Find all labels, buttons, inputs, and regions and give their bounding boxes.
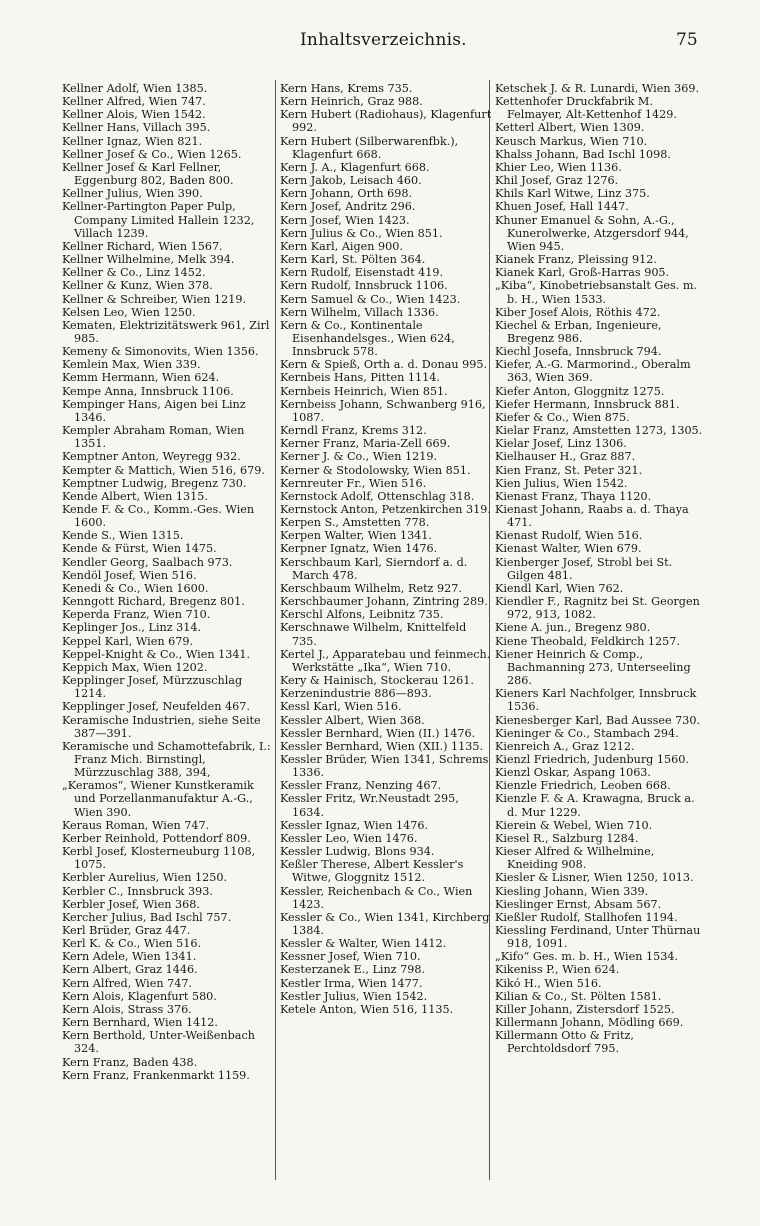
index-entry: Kepplinger Josef, Mürzzuschlag 1214. <box>62 674 243 701</box>
index-entry: Kerbl Josef, Klosterneuburg 1108, 1075. <box>62 845 256 872</box>
index-entry: Kern Hubert (Radiohaus), Klagenfurt 992. <box>280 108 492 135</box>
index-entry: Kernbeis Heinrich, Wien 851. <box>280 384 448 398</box>
index-entry: Kellner & Co., Linz 1452. <box>62 266 206 280</box>
index-entry: Kern Franz, Frankenmarkt 1159. <box>62 1068 250 1082</box>
index-entry: Kielhauser H., Graz 887. <box>495 450 636 464</box>
index-entry: Kemm Hermann, Wien 624. <box>62 371 220 385</box>
index-entry: Kern Julius & Co., Wien 851. <box>280 226 443 240</box>
index-entry: Kiechel & Erban, Ingenieure, Bregenz 986. <box>495 318 662 345</box>
index-entry: Kende & Fürst, Wien 1475. <box>62 542 217 556</box>
index-entry: Kern & Co., Kontinentale Eisenhandelsges., Wien 624, Innsbruck 578. <box>280 318 455 359</box>
index-entry: Keppel Karl, Wien 679. <box>62 634 193 648</box>
index-entry: Kerndl Franz, Krems 312. <box>280 424 427 438</box>
index-entry: Kernstock Adolf, Ottenschlag 318. <box>280 489 475 503</box>
index-entry: Kiber Josef Alois, Röthis 472. <box>495 305 661 319</box>
index-entry: Kempler Abraham Roman, Wien 1351. <box>62 424 245 451</box>
index-entry: Kerpen S., Amstetten 778. <box>280 516 430 530</box>
index-entry: Kiendl Karl, Wien 762. <box>495 581 624 595</box>
index-entry: Kessler Franz, Nenzing 467. <box>280 779 442 793</box>
index-entry: Kieslinger Ernst, Absam 567. <box>495 897 662 911</box>
index-entry: Kerzenindustrie 886—893. <box>280 687 432 701</box>
index-entry: Kerber Reinhold, Pottendorf 809. <box>62 831 251 845</box>
index-entry: Kery & Hainisch, Stockerau 1261. <box>280 674 474 688</box>
index-entry: Keppel-Knight & Co., Wien 1341. <box>62 647 251 661</box>
index-entry: Kellner & Kunz, Wien 378. <box>62 279 213 293</box>
index-entry: Kern J. A., Klagenfurt 668. <box>280 160 430 174</box>
index-entry: Kern & Spieß, Orth a. d. Donau 995. <box>280 358 487 372</box>
index-entry: Kern Johann, Orth 698. <box>280 187 413 201</box>
index-entry: Kematen, Elektrizitätswerk 961, Zirl 985. <box>62 318 270 345</box>
index-entry: Killermann Otto & Fritz, Perchtoldsdorf 795. <box>495 1029 634 1056</box>
index-entry: Kern Albert, Graz 1446. <box>62 963 198 977</box>
index-entry: „Kifo“ Ges. m. b. H., Wien 1534. <box>495 950 679 964</box>
index-entry: Kern Samuel & Co., Wien 1423. <box>280 292 461 306</box>
page-number: 75 <box>676 30 698 50</box>
index-entry: Keplinger Jos., Linz 314. <box>62 621 202 635</box>
index-entry: Kern Wilhelm, Villach 1336. <box>280 305 439 319</box>
index-entry: Kesterzanek E., Linz 798. <box>280 963 426 977</box>
index-entry: Kilian & Co., St. Pölten 1581. <box>495 989 662 1003</box>
index-entry: Kiene A. jun., Bregenz 980. <box>495 621 651 635</box>
index-entry: Keramische Industrien, siehe Seite 387—391. <box>62 713 261 740</box>
index-entry: Kemeny & Simonovits, Wien 1356. <box>62 345 259 359</box>
index-entry: Ketterl Albert, Wien 1309. <box>495 121 645 135</box>
index-entry: Kern Hubert (Silberwarenfbk.), Klagenfurt 668. <box>280 134 459 161</box>
index-entry: Kiefer Hermann, Innsbruck 881. <box>495 397 680 411</box>
index-entry: Kienast Rudolf, Wien 516. <box>495 529 643 543</box>
index-entry: Kern Karl, Aigen 900. <box>280 239 403 253</box>
index-entry: Kern Karl, St. Pölten 364. <box>280 253 426 267</box>
index-entry: Kern Adele, Wien 1341. <box>62 950 197 964</box>
index-entry: Kellner Alfred, Wien 747. <box>62 95 206 109</box>
index-entry: Kern Josef, Andritz 296. <box>280 200 416 214</box>
index-entry: Kende S., Wien 1315. <box>62 529 184 543</box>
index-entry: „Keramos“, Wiener Kunstkeramik und Porzellanmanufaktur A.-G., Wien 390. <box>62 779 254 819</box>
index-entry: Kien Julius, Wien 1542. <box>495 476 628 490</box>
index-entry: Kieser Alfred & Wilhelmine, Kneiding 908. <box>495 845 655 872</box>
index-entry: Kessler Bernhard, Wien (XII.) 1135. <box>280 739 484 753</box>
index-entry: Khuen Josef, Hall 1447. <box>495 200 629 214</box>
index-entry: Kiessling Ferdinand, Unter Thürnau 918, 1091. <box>495 924 701 951</box>
index-entry: Kessler Albert, Wien 368. <box>280 713 425 727</box>
index-entry: Kielar Franz, Amstetten 1273, 1305. <box>495 424 703 438</box>
index-entry: Kerbler C., Innsbruck 393. <box>62 884 213 898</box>
index-entry: Kern Heinrich, Graz 988. <box>280 95 423 109</box>
index-entry: Kern Berthold, Unter-Weißenbach 324. <box>62 1029 255 1056</box>
index-entry: Kikó H., Wien 516. <box>495 976 602 990</box>
index-entry: Kienzle Friedrich, Leoben 668. <box>495 779 671 793</box>
index-entry: Kianek Karl, Groß-Harras 905. <box>495 266 670 280</box>
index-entry: Kellner Ignaz, Wien 821. <box>62 134 203 148</box>
index-entry: Khier Leo, Wien 1136. <box>495 160 622 174</box>
index-entry: Kikeniss P., Wien 624. <box>495 963 620 977</box>
index-entry: Kerschbaum Wilhelm, Retz 927. <box>280 581 462 595</box>
index-entry: Kepplinger Josef, Neufelden 467. <box>62 700 250 714</box>
index-entry: Kierein & Webel, Wien 710. <box>495 818 653 832</box>
index-entry: Kienberger Josef, Strobl bei St. Gilgen 481. <box>495 555 673 582</box>
index-entry: Kerl K. & Co., Wien 516. <box>62 937 202 951</box>
index-entry: Kelsen Leo, Wien 1250. <box>62 305 196 319</box>
index-entry: „Kiba“, Kinobetriebsanstalt Ges. m. b. H., Wien 1533. <box>495 279 697 306</box>
index-entry: Kerpen Walter, Wien 1341. <box>280 529 432 543</box>
page-header <box>0 30 760 54</box>
index-entry: Kessler Bernhard, Wien (II.) 1476. <box>280 726 476 740</box>
index-entry: Kende F. & Co., Komm.-Ges. Wien 1600. <box>62 503 255 530</box>
index-entry: Kellner Richard, Wien 1567. <box>62 239 223 253</box>
index-entry: Kiefer & Co., Wien 875. <box>495 410 630 424</box>
index-entry: Kerbler Josef, Wien 368. <box>62 897 200 911</box>
index-entry: Kessler & Co., Wien 1341, Kirchberg 1384. <box>280 910 490 937</box>
index-entry: Kießler Rudolf, Stallhofen 1194. <box>495 910 678 924</box>
index-entry: Kerbler Aurelius, Wien 1250. <box>62 871 228 885</box>
index-entry: Kernbeis Hans, Pitten 1114. <box>280 371 440 385</box>
index-entry: Kiefer, A.-G. Marmorind., Oberalm 363, Wien 369. <box>495 358 691 385</box>
index-entry: Kemptner Ludwig, Bregenz 730. <box>62 476 247 490</box>
index-entry: Kern Jakob, Leisach 460. <box>280 174 422 188</box>
index-entry: Kien Franz, St. Peter 321. <box>495 463 643 477</box>
index-entry: Kessler Ludwig, Blons 934. <box>280 845 435 859</box>
index-entry: Kertel J., Apparatebau und feinmech. Werkstätte „Ika“, Wien 710. <box>280 647 491 674</box>
index-entry: Kempinger Hans, Aigen bei Linz 1346. <box>62 397 246 424</box>
index-entry: Kemptner Anton, Weyregg 932. <box>62 450 241 464</box>
index-entry: Kienzl Oskar, Aspang 1063. <box>495 766 651 780</box>
index-entry: Ketschek J. & R. Lunardi, Wien 369. <box>495 82 700 95</box>
index-entry: Kienreich A., Graz 1212. <box>495 739 635 753</box>
index-entry: Kieninger & Co., Stambach 294. <box>495 726 679 740</box>
index-entry: Kern Franz, Baden 438. <box>62 1055 198 1069</box>
index-entry: Khuner Emanuel & Sohn, A.-G., Kunerolwerke, Atzgersdorf 944, Wien 945. <box>495 213 689 253</box>
index-entry: Keramische und Schamottefabrik, I.: Franz Mich. Birnstingl, Mürzzuschlag 388, 394, <box>62 739 271 780</box>
index-entry: Kienzl Friedrich, Judenburg 1560. <box>495 752 689 766</box>
index-entry: Kerschl Alfons, Leibnitz 735. <box>280 608 444 622</box>
index-entry: Kiechl Josefa, Innsbruck 794. <box>495 345 662 359</box>
index-entry: Kerschnawe Wilhelm, Knittelfeld 735. <box>280 621 467 648</box>
index-entry: Kessler Leo, Wien 1476. <box>280 831 418 845</box>
index-entry: Kessler Brüder, Wien 1341, Schrems 1336. <box>280 752 489 780</box>
index-entry: Khils Karl Witwe, Linz 375. <box>495 187 650 201</box>
index-column-3 <box>495 82 707 1056</box>
index-entry: Kestler Julius, Wien 1542. <box>280 989 428 1003</box>
index-entry: Kestler Irma, Wien 1477. <box>280 976 423 990</box>
index-entry: Kiene Theobald, Feldkirch 1257. <box>495 634 680 648</box>
index-entry: Kernbeiss Johann, Schwanberg 916, 1087. <box>280 397 486 424</box>
index-entry: Kern Josef, Wien 1423. <box>280 213 410 227</box>
index-entry: Kiesler & Lisner, Wien 1250, 1013. <box>495 871 694 885</box>
index-entry: Kellner-Partington Paper Pulp, Company Limited Hallein 1232, Villach 1239. <box>62 200 255 240</box>
index-entry: Kessner Josef, Wien 710. <box>280 950 421 964</box>
index-entry: Kern Rudolf, Eisenstadt 419. <box>280 266 444 280</box>
index-entry: Kellner Alois, Wien 1542. <box>62 108 206 122</box>
index-entry: Kende Albert, Wien 1315. <box>62 489 208 503</box>
index-entry: Kessler Fritz, Wr.Neustadt 295, 1634. <box>280 792 459 819</box>
index-entry: Kiendler F., Ragnitz bei St. Georgen 972, 913, 1082. <box>495 595 700 622</box>
index-entry: Kiesel R., Salzburg 1284. <box>495 831 639 845</box>
index-entry: Kettenhofer Druckfabrik M. Felmayer, Alt-Kettenhof 1429. <box>495 95 677 122</box>
index-entry: Killer Johann, Zistersdorf 1525. <box>495 1002 675 1016</box>
index-entry: Kellner Julius, Wien 390. <box>62 187 203 201</box>
index-entry: Kerpner Ignatz, Wien 1476. <box>280 542 438 556</box>
index-entry: Kendler Georg, Saalbach 973. <box>62 555 233 569</box>
index-entry: Kellner Josef & Co., Wien 1265. <box>62 147 242 161</box>
index-entry: Kienast Walter, Wien 679. <box>495 542 642 556</box>
index-entry: Kerner & Stodolowsky, Wien 851. <box>280 463 471 477</box>
index-entry: Kellner Wilhelmine, Melk 394. <box>62 253 235 267</box>
index-entry: Kerner Franz, Maria-Zell 669. <box>280 437 451 451</box>
page-title: Inhaltsverzeichnis. <box>300 30 467 50</box>
index-entry: Khalss Johann, Bad Ischl 1098. <box>495 147 671 161</box>
index-entry: Kienast Johann, Raabs a. d. Thaya 471. <box>495 503 689 530</box>
index-entry: Kiener Heinrich & Comp., Bachmanning 273, Unterseeling 286. <box>495 647 691 688</box>
index-entry: Kerschbaum Karl, Sierndorf a. d. March 478. <box>280 555 468 582</box>
index-column-1 <box>62 82 274 1082</box>
index-entry: Kenedi & Co., Wien 1600. <box>62 581 209 595</box>
index-entry: Kellner Josef & Karl Fellner, Eggenburg 802, Baden 800. <box>62 160 234 188</box>
index-column-2 <box>280 82 492 1016</box>
index-entry: Kercher Julius, Bad Ischl 757. <box>62 910 232 924</box>
index-entry: Ketele Anton, Wien 516, 1135. <box>280 1002 454 1016</box>
index-entry: Kernreuter Fr., Wien 516. <box>280 476 427 490</box>
index-entry: Kienesberger Karl, Bad Aussee 730. <box>495 713 701 727</box>
index-entry: Kempter & Mattich, Wien 516, 679. <box>62 463 265 477</box>
index-entry: Keraus Roman, Wien 747. <box>62 818 210 832</box>
index-entry: Kellner & Schreiber, Wien 1219. <box>62 292 247 306</box>
index-entry: Kiefer Anton, Gloggnitz 1275. <box>495 384 665 398</box>
index-entry: Kessl Karl, Wien 516. <box>280 700 402 714</box>
index-entry: Kemlein Max, Wien 339. <box>62 358 201 372</box>
index-entry: Kern Alois, Strass 376. <box>62 1002 192 1016</box>
index-entry: Kienast Franz, Thaya 1120. <box>495 489 652 503</box>
index-entry: Kielar Josef, Linz 1306. <box>495 437 627 451</box>
index-entry: Khil Josef, Graz 1276. <box>495 174 619 188</box>
index-entry: Kern Alfred, Wien 747. <box>62 976 192 990</box>
index-entry: Kerl Brüder, Graz 447. <box>62 924 191 937</box>
index-entry: Kempe Anna, Innsbruck 1106. <box>62 384 234 398</box>
index-entry: Keperda Franz, Wien 710. <box>62 608 211 622</box>
index-entry: Kessler, Reichenbach & Co., Wien 1423. <box>280 884 473 911</box>
index-entry: Kern Hans, Krems 735. <box>280 82 413 95</box>
index-entry: Keusch Markus, Wien 710. <box>495 134 648 148</box>
index-entry: Kern Rudolf, Innsbruck 1106. <box>280 279 448 293</box>
index-entry: Kellner Hans, Villach 395. <box>62 121 211 135</box>
index-entry: Kern Bernhard, Wien 1412. <box>62 1016 218 1030</box>
column-divider <box>275 80 276 1180</box>
index-entry: Kianek Franz, Pleissing 912. <box>495 253 657 267</box>
index-entry: Kern Alois, Klagenfurt 580. <box>62 989 217 1003</box>
index-entry: Kessler & Walter, Wien 1412. <box>280 937 447 951</box>
index-entry: Keppich Max, Wien 1202. <box>62 660 208 674</box>
index-entry: Kessler Ignaz, Wien 1476. <box>280 818 429 832</box>
index-entry: Killermann Johann, Mödling 669. <box>495 1016 684 1030</box>
index-entry: Kieners Karl Nachfolger, Innsbruck 1536. <box>495 687 697 714</box>
index-entry: Keßler Therese, Albert Kessler's Witwe, Gloggnitz 1512. <box>280 858 464 885</box>
index-entry: Kiesling Johann, Wien 339. <box>495 884 649 898</box>
index-entry: Kellner Adolf, Wien 1385. <box>62 82 208 95</box>
index-entry: Kerschbaumer Johann, Zintring 289. <box>280 595 488 609</box>
index-entry: Kienzle F. & A. Krawagna, Bruck a. d. Mur 1229. <box>495 792 695 819</box>
index-entry: Kendöl Josef, Wien 516. <box>62 568 197 582</box>
index-entry: Kerner J. & Co., Wien 1219. <box>280 450 438 464</box>
index-entry: Kernstock Anton, Petzenkirchen 319. <box>280 503 491 516</box>
index-entry: Kenngott Richard, Bregenz 801. <box>62 595 245 609</box>
